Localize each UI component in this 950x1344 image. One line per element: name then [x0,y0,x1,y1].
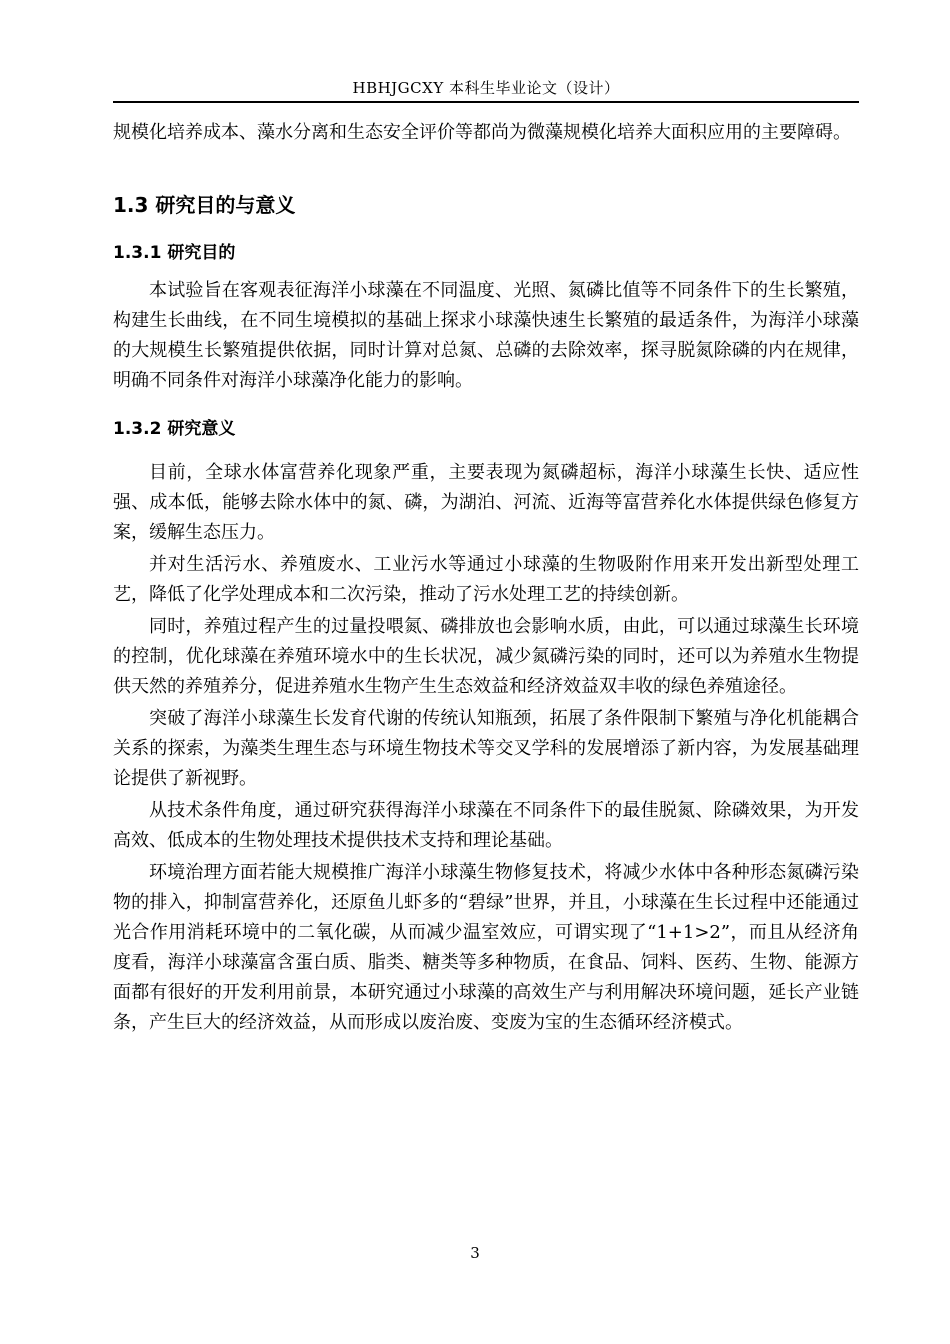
intro-paragraph: 规模化培养成本、藻水分离和生态安全评价等都尚为微藻规模化培养大面积应用的主要障碍。 [113,122,851,143]
paragraph-significance-6: 环境治理方面若能大规模推广海洋小球藻生物修复技术，将减少水体中各种形态氮磷污染物的排入，抑制富营养化，还原鱼儿虾多的“碧绿”世界，并且，小球藻在生长过程中还能通过光合作用消耗环境中的二氧化碳，从而减少温室效应，可谓实现了“1+1>2”，而且从经济角度看，海洋小球藻富含蛋白质、脂类、糖类等多种物质，在食品、饲料、医药、生物、能源方面都有很好的开发利用前景，本研究通过小球藻的高效生产与利用解决环境问题，延长产业链条，产生巨大的经济效益，从而形成以废治废、变废为宝的生态循环经济模式。 [113,862,859,1033]
section-heading-1-3: 1.3 研究目的与意义 [113,193,296,217]
page-number: 3 [470,1244,480,1262]
paragraph-significance-2: 并对生活污水、养殖废水、工业污水等通过小球藻的生物吸附作用来开发出新型处理工艺，降低了化学处理成本和二次污染，推动了污水处理工艺的持续创新。 [113,554,859,605]
paragraph-significance-4: 突破了海洋小球藻生长发育代谢的传统认知瓶颈，拓展了条件限制下繁殖与净化机能耦合关系的探索，为藻类生理生态与环境生物技术等交叉学科的发展增添了新内容，为发展基础理论提供了新视野。 [113,708,859,789]
page-content [113,118,859,1038]
paragraph-significance-5: 从技术条件角度，通过研究获得海洋小球藻在不同条件下的最佳脱氮、除磷效果，为开发高效、低成本的生物处理技术提供技术支持和理论基础。 [113,800,859,851]
paragraph-significance-3: 同时，养殖过程产生的过量投喂氮、磷排放也会影响水质，由此，可以通过球藻生长环境的控制，优化球藻在养殖环境水中的生长状况，减少氮磷污染的同时，还可以为养殖水生物提供天然的养殖养分，促进养殖水生物产生生态效益和经济效益双丰收的绿色养殖途径。 [113,616,859,697]
paragraph-research-purpose: 本试验旨在客观表征海洋小球藻在不同温度、光照、氮磷比值等不同条件下的生长繁殖，构建生长曲线，在不同生境模拟的基础上探求小球藻快速生长繁殖的最适条件，为海洋小球藻的大规模生长繁殖提供依据，同时计算对总氮、总磷的去除效率，探寻脱氮除磷的内在规律，明确不同条件对海洋小球藻净化能力的影响。 [113,280,859,391]
running-header: HBHJGCXY 本科生毕业论文（设计） [352,79,620,97]
subsection-heading-1-3-2: 1.3.2 研究意义 [113,419,236,439]
paragraph-significance-1: 目前，全球水体富营养化现象严重，主要表现为氮磷超标，海洋小球藻生长快、适应性强、成本低，能够去除水体中的氮、磷，为湖泊、河流、近海等富营养化水体提供绿色修复方案，缓解生态压力。 [113,462,859,543]
header-rule [113,101,859,103]
subsection-heading-1-3-1: 1.3.1 研究目的 [113,243,236,263]
